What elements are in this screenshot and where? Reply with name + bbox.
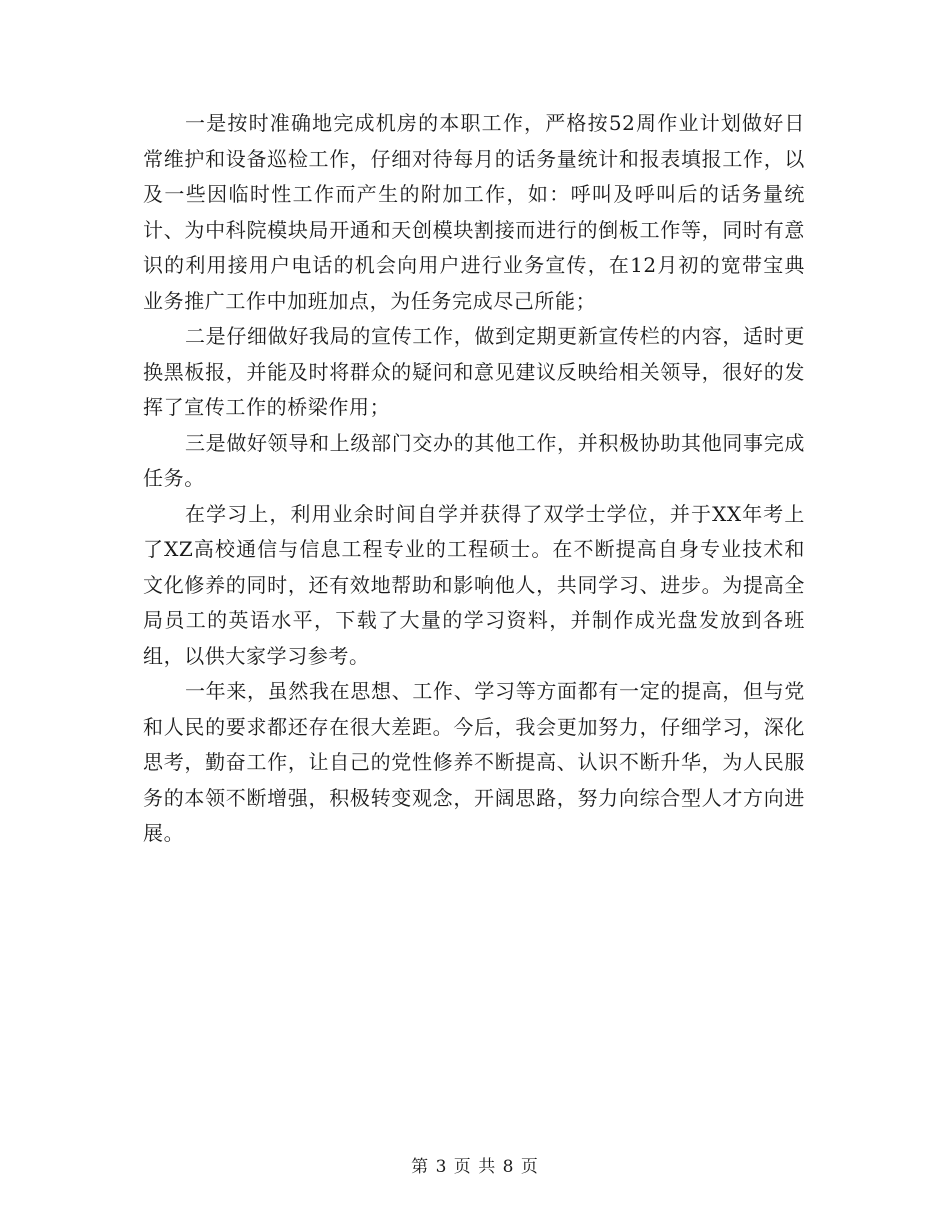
paragraph-summary: 一年来，虽然我在思想、工作、学习等方面都有一定的提高，但与党和人民的要求都还存在很大差距。今后，我会更加努力，仔细学习，深化思考，勤奋工作，让自己的党性修养不断提高、认识不断升华，为人民服务的本领不断增强，积极转变观念，开阔思路，努力向综合型人才方向进展。 bbox=[143, 679, 805, 845]
paragraph-other-tasks: 三是做好领导和上级部门交办的其他工作，并积极协助其他同事完成任务。 bbox=[143, 430, 805, 490]
document-body bbox=[143, 106, 805, 852]
page-number-footer: 第 3 页 共 8 页 bbox=[411, 1157, 539, 1177]
paragraph-study: 在学习上，利用业余时间自学并获得了双学士学位，并于XX年考上了XZ高校通信与信息工程专业的工程硕士。在不断提高自身专业技术和文化修养的同时，还有效地帮助和影响他人，共同学习、进步。为提高全局员工的英语水平，下载了大量的学习资料，并制作成光盘发放到各班组，以供大家学习参考。 bbox=[143, 501, 805, 668]
paragraph-work-duties: 一是按时准确地完成机房的本职工作，严格按52周作业计划做好日常维护和设备巡检工作，仔细对待每月的话务量统计和报表填报工作，以及一些因临时性工作而产生的附加工作，如：呼叫及呼叫后的话务量统计、为中科院模块局开通和天创模块割接而进行的倒板工作等，同时有意识的利用接用户电话的机会向用户进行业务宣传，在12月初的宽带宝典业务推广工作中加班加点，为任务完成尽己所能； bbox=[143, 111, 805, 313]
paragraph-publicity-work: 二是仔细做好我局的宣传工作，做到定期更新宣传栏的内容，适时更换黑板报，并能及时将群众的疑问和意见建议反映给相关领导，很好的发挥了宣传工作的桥梁作用； bbox=[143, 324, 805, 419]
